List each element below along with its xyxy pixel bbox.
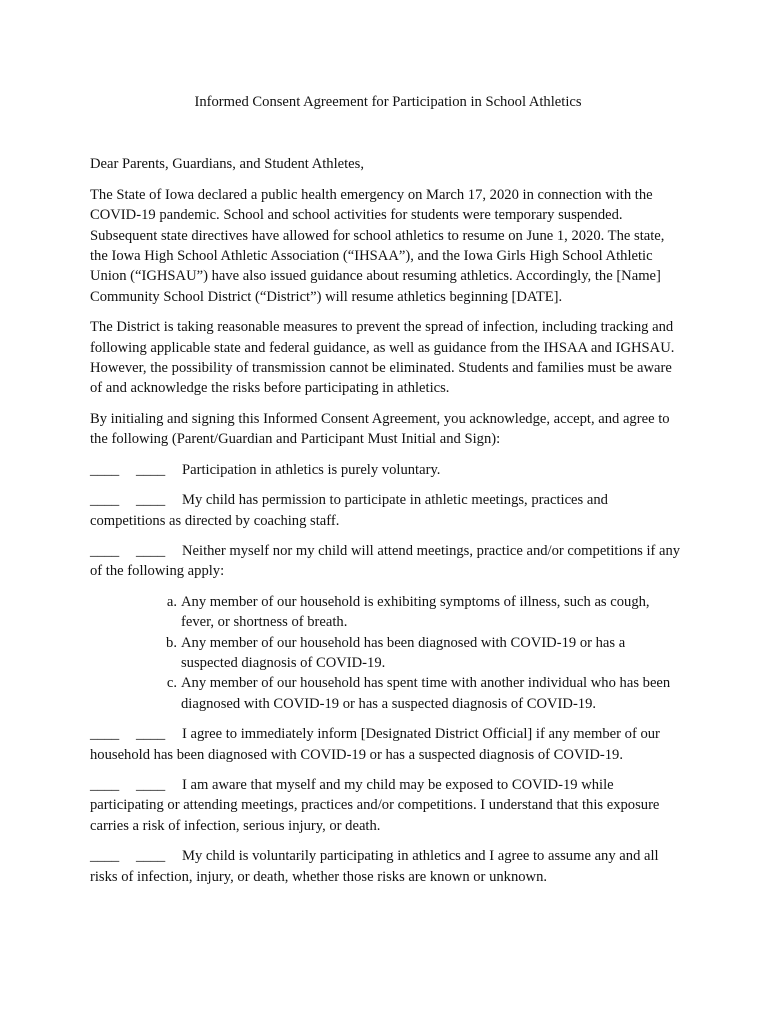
consent-item-exposure [90,775,682,836]
condition-text: Any member of our household is exhibiting symptoms of illness, such as cough, fever, or shortness of breath. [181,593,650,631]
consent-item-voluntary [90,460,682,480]
parent-initial-blank: ____ [90,726,120,743]
consent-item-text: Neither myself nor my child will attend meetings, practice and/or competitions if any of the following apply: [90,542,681,580]
document-page [90,92,682,887]
paragraph-emergency: The State of Iowa declared a public health emergency on March 17, 2020 in connection with the COVID-19 pandemic. School and school activities for students were temporary suspended. Subsequent state directives have allowed for school athletics to resume on June 1, 2020. The state, the Iowa High School Athletic Association (“IHSAA”), and the Iowa Girls High School Athletic Union (“IGHSAU”) have also issued guidance about resuming athletics. Accordingly, the [Name] Community School District (“District”) will resume athletics beginning [DATE]. [90,186,665,305]
condition-item [166,592,682,633]
consent-item-permission [90,490,682,531]
greeting: Dear Parents, Guardians, and Student Athletes, [90,156,364,173]
list-marker: b. [166,634,177,651]
conditions-list [90,592,682,714]
participant-initial-blank: ____ [136,848,166,865]
parent-initial-blank: ____ [90,492,120,509]
participant-initial-blank: ____ [136,542,166,559]
participant-initial-blank: ____ [136,492,166,509]
participant-initial-blank: ____ [136,776,166,793]
consent-item-text: I am aware that myself and my child may be exposed to COVID-19 while participating or attending meetings, practices and/or competitions. I understand that this exposure carries a risk of infection, serious injury, or death. [90,776,660,834]
condition-item [166,633,682,674]
list-marker: c. [166,675,177,692]
consent-item-inform [90,724,682,765]
consent-item-assume-risk [90,846,682,887]
consent-item-text: My child has permission to participate in athletic meetings, practices and competitions as directed by coaching staff. [90,492,608,529]
consent-item-attendance [90,541,682,582]
paragraph-agreement-intro: By initialing and signing this Informed Consent Agreement, you acknowledge, accept, and agree to the following (Parent/Guardian and Participant Must Initial and Sign): [90,410,670,448]
parent-initial-blank: ____ [90,848,120,865]
condition-text: Any member of our household has spent time with another individual who has been diagnosed with COVID-19 or has a suspected diagnosis of COVID-19. [181,675,671,712]
participant-initial-blank: ____ [136,726,166,743]
participant-initial-blank: ____ [136,461,166,478]
consent-item-text: I agree to immediately inform [Designated District Official] if any member of our household has been diagnosed with COVID-19 or has a suspected diagnosis of COVID-19. [90,726,660,763]
parent-initial-blank: ____ [90,542,120,559]
consent-item-text: My child is voluntarily participating in athletics and I agree to assume any and all risks of infection, injury, or death, whether those risks are known or unknown. [90,848,659,885]
condition-text: Any member of our household has been diagnosed with COVID-19 or has a suspected diagnosis of COVID-19. [181,634,626,671]
document-title: Informed Consent Agreement for Participation in School Athletics [194,94,582,110]
condition-item [166,673,682,714]
list-marker: a. [166,593,177,610]
paragraph-measures: The District is taking reasonable measures to prevent the spread of infection, including tracking and following applicable state and federal guidance, as well as guidance from the IHSAA and IGHSAU. However, the possibility of transmission cannot be eliminated. Students and families must be aware of and acknowledge the risks before participating in athletics. [90,319,675,397]
parent-initial-blank: ____ [90,776,120,793]
consent-item-text: Participation in athletics is purely voluntary. [182,461,441,478]
parent-initial-blank: ____ [90,461,120,478]
